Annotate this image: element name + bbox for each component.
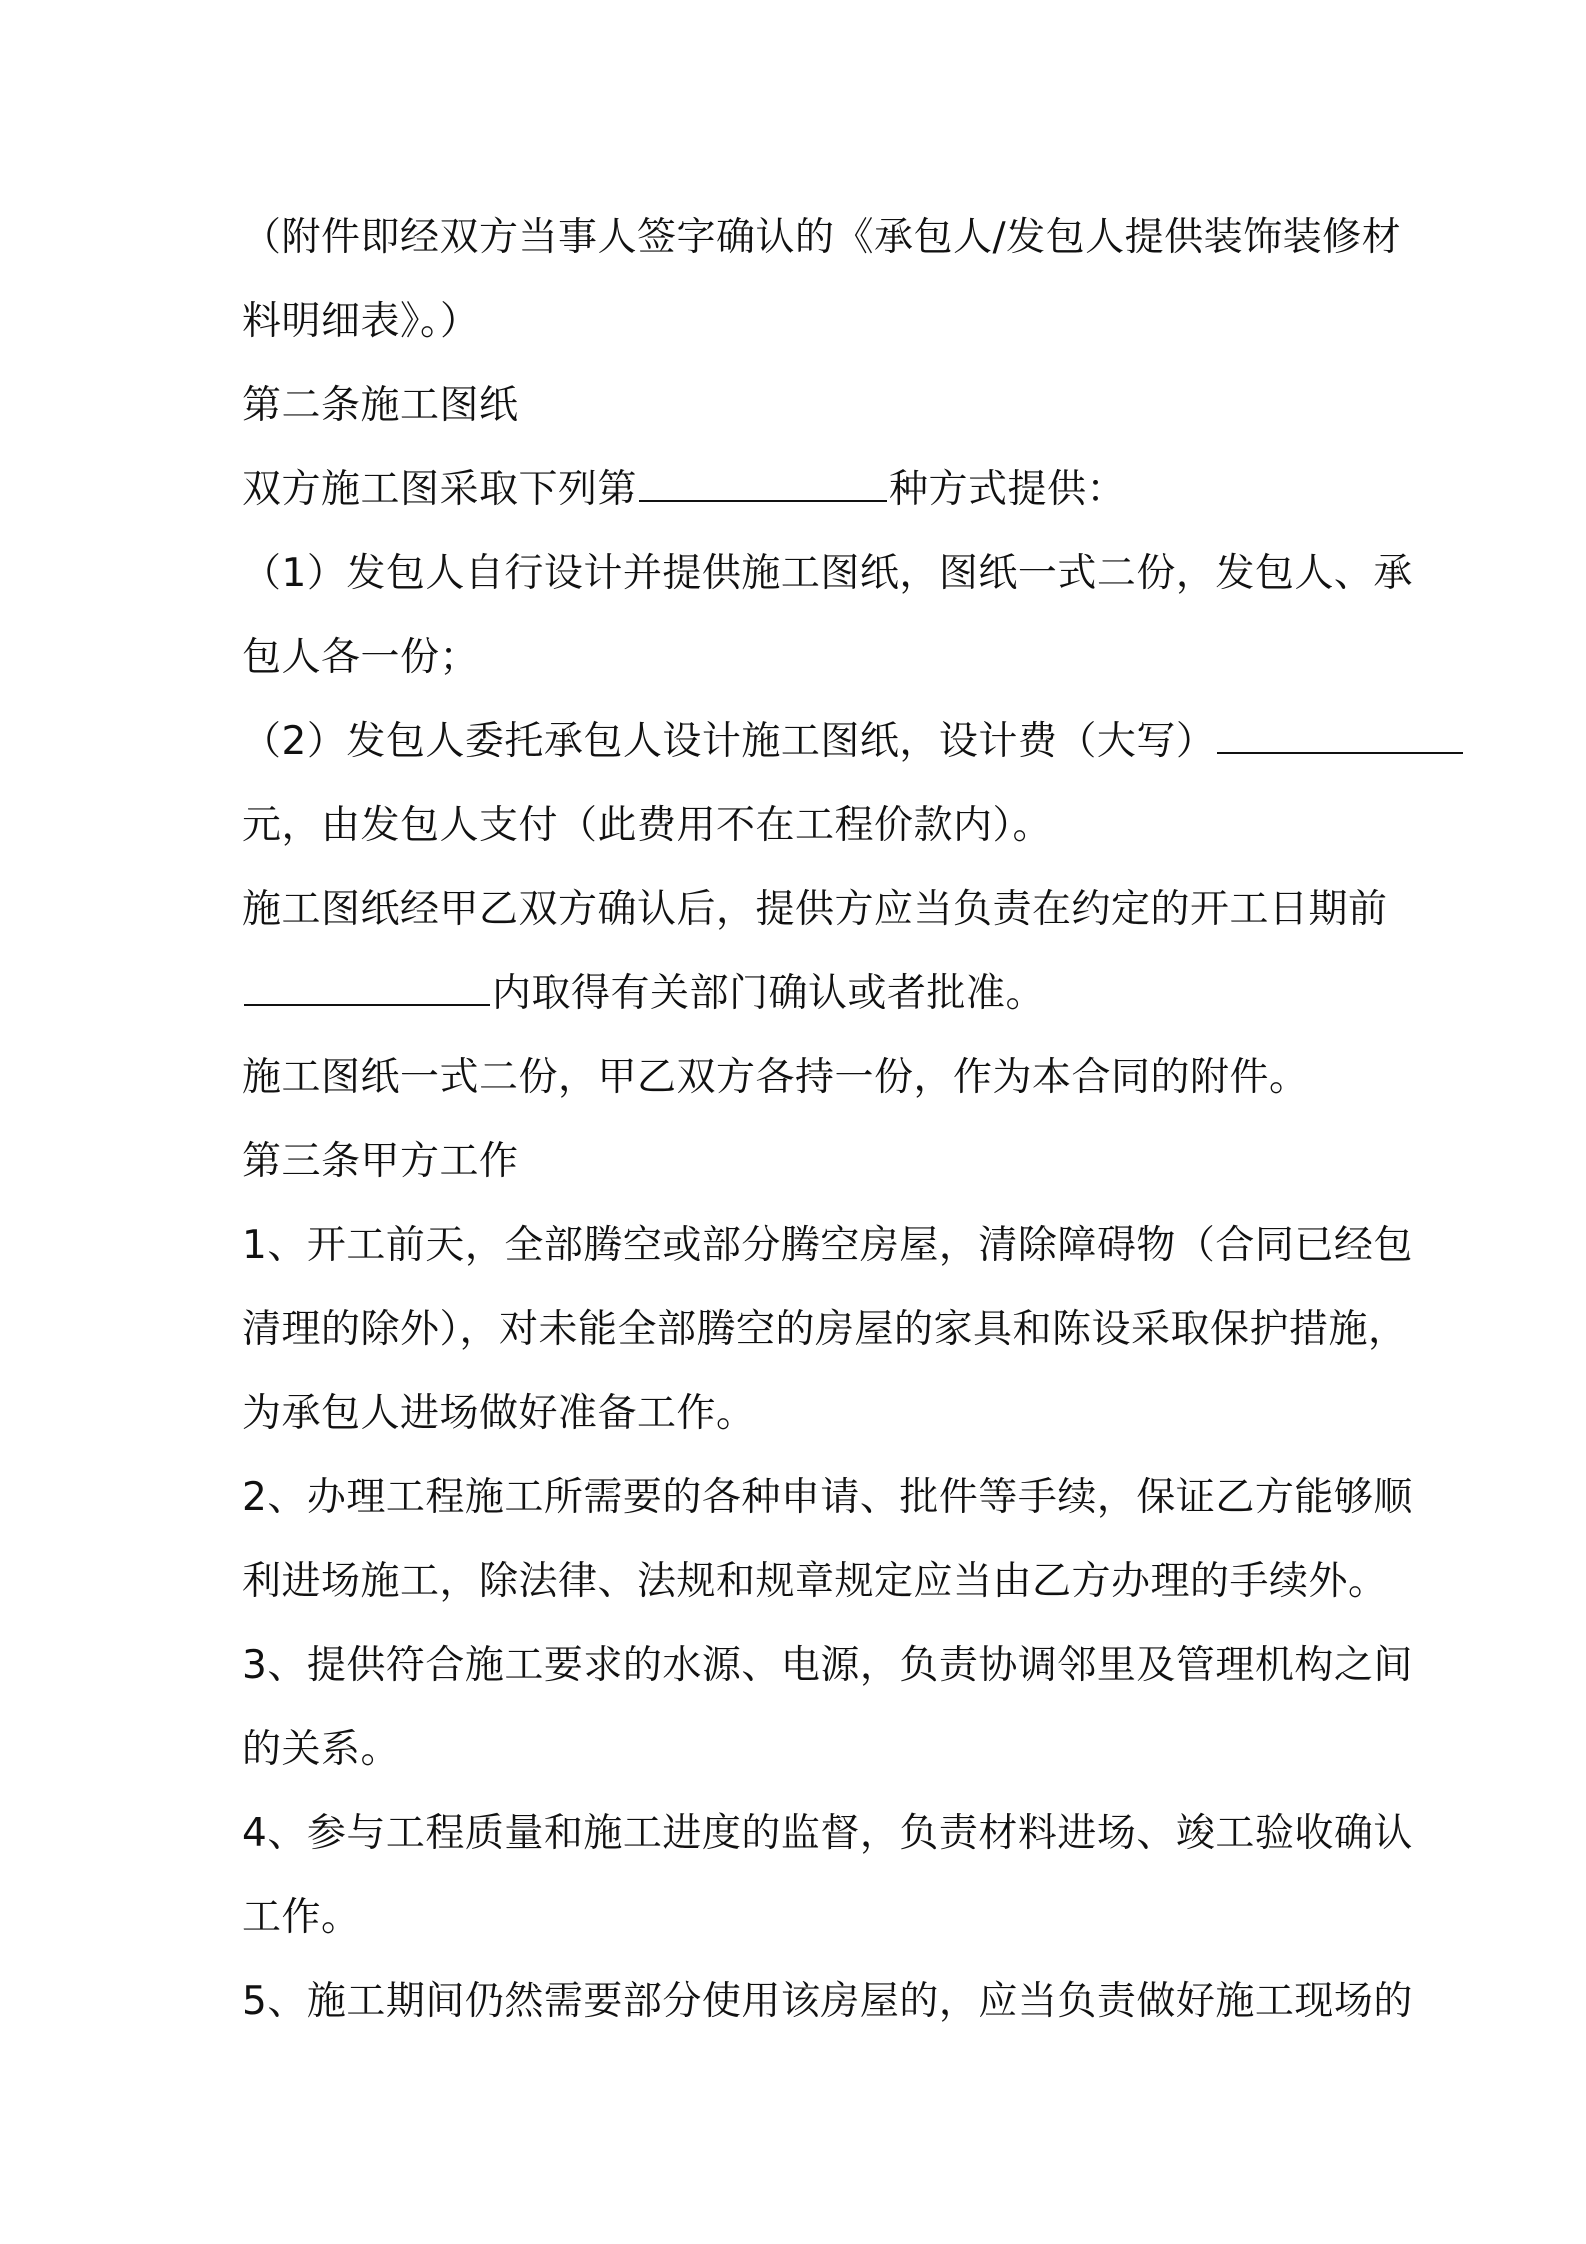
text-segment: 种方式提供： <box>889 467 1127 512</box>
text-line: 包人各一份； <box>242 635 480 680</box>
text-segment: 双方施工图采取下列第 <box>242 467 638 512</box>
text-segment: 内取得有关部门确认或者批准。 <box>492 971 1046 1016</box>
text-line: 施工图纸经甲乙双方确认后，提供方应当负责在约定的开工日期前 <box>242 887 1388 932</box>
text-line: 元，由发包人支付（此费用不在工程价款内）。 <box>242 803 1053 848</box>
text-line <box>242 952 1362 1036</box>
text-line: 料明细表》。） <box>242 299 480 344</box>
text-line: 2、办理工程施工所需要的各种申请、批件等手续，保证乙方能够顺 <box>242 1475 1413 1520</box>
text-line: 清理的除外），对未能全部腾空的房屋的家具和陈设采取保护措施， <box>242 1307 1408 1352</box>
text-line: 为承包人进场做好准备工作。 <box>242 1391 756 1436</box>
section-heading: 第三条甲方工作 <box>242 1139 519 1184</box>
text-line <box>242 448 1362 532</box>
text-line <box>242 700 1362 784</box>
text-line: （1）发包人自行设计并提供施工图纸，图纸一式二份，发包人、承 <box>242 551 1413 596</box>
text-line: 4、参与工程质量和施工进度的监督，负责材料进场、竣工验收确认 <box>242 1811 1413 1856</box>
fill-in-blank <box>1217 722 1463 754</box>
section-heading: 第二条施工图纸 <box>242 383 519 428</box>
text-line: 利进场施工，除法律、法规和规章规定应当由乙方办理的手续外。 <box>242 1559 1388 1604</box>
text-line: 1、开工前天，全部腾空或部分腾空房屋，清除障碍物（合同已经包 <box>242 1223 1413 1268</box>
text-line: 的关系。 <box>242 1727 401 1772</box>
text-line: 施工图纸一式二份，甲乙双方各持一份，作为本合同的附件。 <box>242 1055 1309 1100</box>
text-segment: （2）发包人委托承包人设计施工图纸，设计费（大写） <box>242 719 1216 764</box>
text-line: （附件即经双方当事人签字确认的《承包人/发包人提供装饰装修材 <box>242 215 1402 260</box>
fill-in-blank <box>639 470 887 502</box>
fill-in-blank <box>244 974 490 1006</box>
document-body <box>242 196 1413 2044</box>
text-line: 工作。 <box>242 1895 361 1940</box>
text-line: 3、提供符合施工要求的水源、电源，负责协调邻里及管理机构之间 <box>242 1643 1413 1688</box>
text-line: 5、施工期间仍然需要部分使用该房屋的，应当负责做好施工现场的 <box>242 1979 1413 2024</box>
